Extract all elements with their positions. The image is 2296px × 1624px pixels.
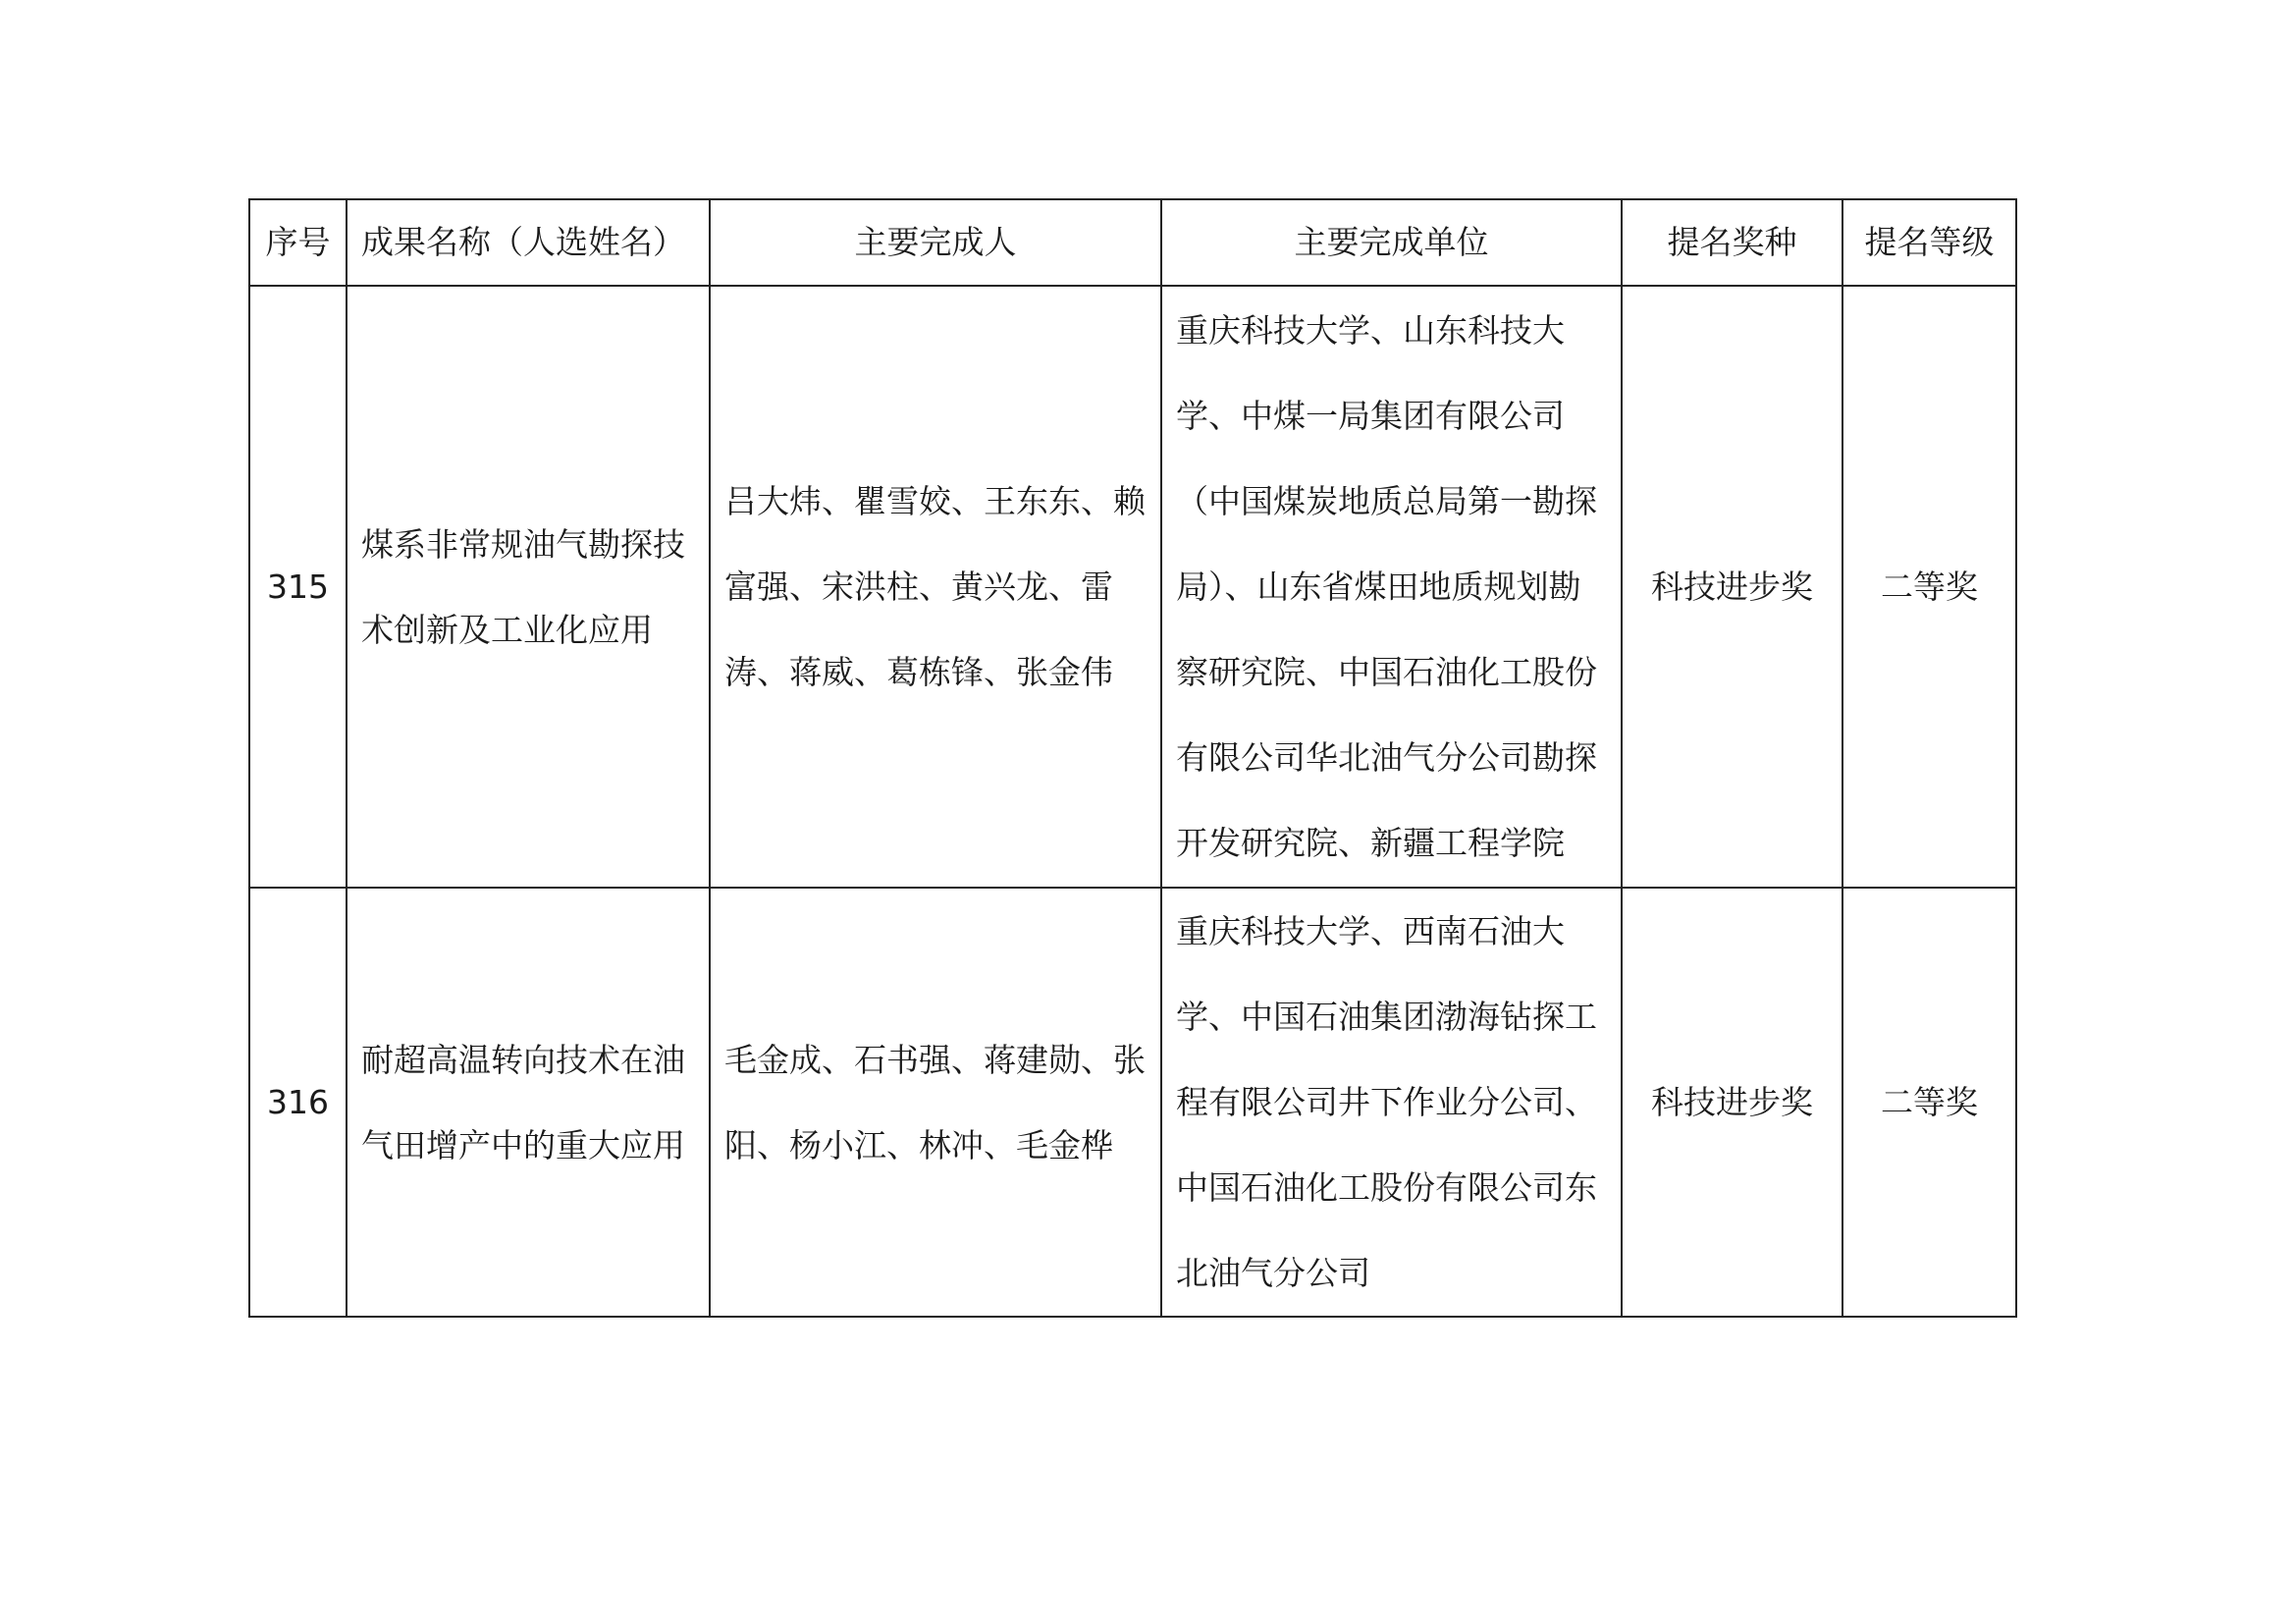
header-seq: 序号	[249, 199, 347, 286]
cell-units: 重庆科技大学、山东科技大学、中煤一局集团有限公司（中国煤炭地质总局第一勘探局）、山东省煤田地质规划勘察研究院、中国石油化工股份有限公司华北油气分公司勘探开发研究院、新疆工程学院	[1161, 286, 1622, 888]
header-row	[249, 199, 2016, 286]
table-body	[249, 286, 2016, 1317]
cell-name: 耐超高温转向技术在油气田增产中的重大应用	[347, 888, 710, 1317]
cell-name: 煤系非常规油气勘探技术创新及工业化应用	[347, 286, 710, 888]
table-header	[249, 199, 2016, 286]
cell-people: 毛金成、石书强、蒋建勋、张阳、杨小江、林冲、毛金桦	[710, 888, 1161, 1317]
header-name: 成果名称（人选姓名）	[347, 199, 710, 286]
header-units: 主要完成单位	[1161, 199, 1622, 286]
header-people: 主要完成人	[710, 199, 1161, 286]
cell-award-level: 二等奖	[1842, 888, 2016, 1317]
cell-people: 吕大炜、瞿雪姣、王东东、赖富强、宋洪柱、黄兴龙、雷涛、蒋威、葛栋锋、张金伟	[710, 286, 1161, 888]
cell-award-type: 科技进步奖	[1622, 286, 1842, 888]
table-row	[249, 286, 2016, 888]
cell-units: 重庆科技大学、西南石油大学、中国石油集团渤海钻探工程有限公司井下作业分公司、中国石油化工股份有限公司东北油气分公司	[1161, 888, 1622, 1317]
cell-seq: 316	[249, 888, 347, 1317]
cell-award-level: 二等奖	[1842, 286, 2016, 888]
header-award-level: 提名等级	[1842, 199, 2016, 286]
cell-award-type: 科技进步奖	[1622, 888, 1842, 1317]
table-row	[249, 888, 2016, 1317]
awards-table	[248, 198, 2017, 1318]
header-award-type: 提名奖种	[1622, 199, 1842, 286]
cell-seq: 315	[249, 286, 347, 888]
